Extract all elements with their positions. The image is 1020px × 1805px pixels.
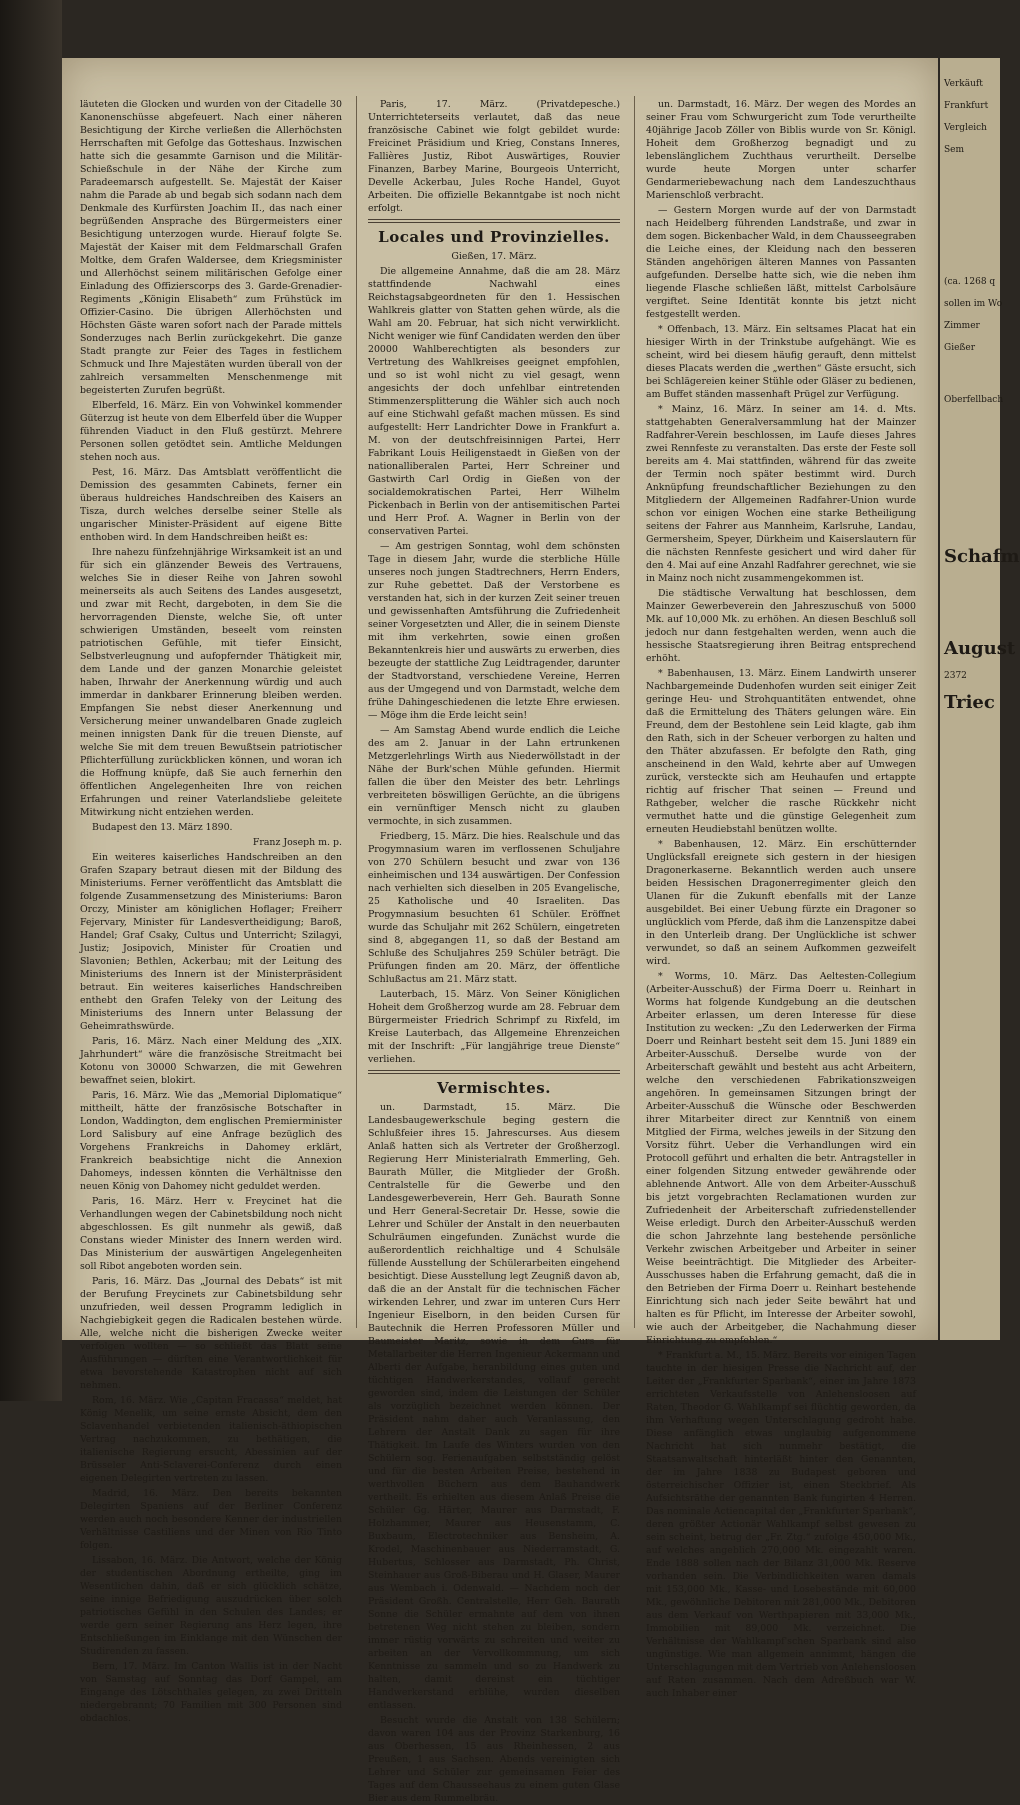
column-rule bbox=[634, 96, 635, 1328]
article-paragraph: läuteten die Glocken und wurden von der Citadelle 30 Kanonenschüsse abgefeuert. Nach einer näheren Besichtigung der Kirche verließen die Allerhöchsten Herrschaften mit Gefolge das Gotteshaus. Inzwischen hatte sich die gesammte Garnison und die Militär-Schießschule in der Nähe der Kirche zum Paradeemarsch aufgestellt. Se. Majestät der Kaiser nahm die Parade ab und begab sich sodann nach dem Denkmale des Kurfürsten Joachim II., das nach einer begrüßenden Ansprache des Bürgermeisters einer Besichtigung unterzogen wurde. Hierauf folgte Se. Majestät der Kaiser mit dem Feldmarschall Grafen Moltke, dem Grafen Waldersee, dem Kriegsminister und Allerhöchst seinem militärischen Gefolge einer Einladung des Offizierscorps des 3. Garde-Grenadier-Regiments „Königin Elisabeth“ zum Frühstück im Offizier-Casino. Die übrigen Allerhöchsten und Höchsten Gäste waren sofort nach der Parade mittels Sonderzuges nach Berlin zurückgekehrt. Die ganze Stadt prangte zur Feier des Tages in festlichem Schmuck und Ihre Majestäten wurden überall von der zahlreich versammelten Menschenmenge mit begeisterten Zurufen begrüßt. bbox=[80, 99, 342, 396]
margin-fragment: Frankfurt bbox=[944, 101, 989, 111]
article-elberfeld: Elberfeld, 16. März. Ein von Vohwinkel kommender Güterzug ist heute von dem Elberfeld über die Wupper führenden Viaduct in den Fluß gestürzt. Mehrere Personen sollen getödtet sein. Amtliche Meldungen stehen noch aus. bbox=[80, 400, 342, 463]
article-paris-3: Paris, 16. März. Herr v. Freycinet hat die Verhandlungen wegen der Cabinetsbildung noch nicht abgeschlossen. Es gilt nunmehr als gewiß, daß Constans wieder Minister des Innern werden wird. Das Ministerium der auswärtigen Angelegenheiten soll Ribot angeboten worden sein. bbox=[80, 1196, 342, 1272]
margin-fragment: Verkäuft bbox=[944, 79, 983, 89]
article-szapary: Ein weiteres kaiserliches Handschreiben an den Grafen Szapary betraut diesen mit der Bildung des Ministeriums. Ferner veröffentlicht das Amtsblatt die folgende Zusammensetzung des Ministeriums: Baron Orczy, Minister am königlichen Hoflager; Freiherr Fejervary, Minister für Landesvertheidigung; Baroß, Handel; Graf Csaky, Cultus und Unterricht; Szilagyi, Justiz; Josipovich, Minister für Croatien und Slavonien; Bethlen, Ackerbau; mit der Leitung des Ministeriums des Innern ist der Ministerpräsident betraut. Ein weiteres kaiserliches Handschreiben enthebt den Grafen Teleky von der Leitung des Ministeriums des Innern unter Belassung der Geheimrathswürde. bbox=[80, 852, 342, 1032]
section-title-misc: Vermischtes. bbox=[437, 1079, 551, 1097]
newspaper-page bbox=[62, 58, 938, 1804]
margin-fragment: Zimmer bbox=[944, 321, 980, 331]
article-paragraph: * Babenhausen, 13. März. Einem Landwirth unserer Nachbargemeinde Dudenhofen wurden seit einiger Zeit geringe Heu- und Strohquantitäten entwendet, ohne daß die Ermittelung des Thäters gelungen wäre. Ein Freund, dem der Bestohlene sein Leid klagte, gab ihm den Rath, sich in der Scheuer verborgen zu halten und den Thäter abzufassen. Er befolgte den Rath, ging anscheinend in den Wald, kehrte aber auf Umwegen zurück, versteckte sich am Heuhaufen und ertappte richtig auf frischer That seinen — Freund und Rathgeber, welcher die rasche Rückkehr nicht vermuthet hatte und die günstige Gelegenheit zum erneuten Heudiebstahl benützen wollte. bbox=[646, 668, 916, 835]
margin-fragment: Sem bbox=[944, 145, 965, 155]
section-divider bbox=[368, 219, 620, 223]
article-paragraph: * Frankfurt a. M., 15. März. Bereits vor einigen Tagen tauchte in der hiesigen Presse die Nachricht auf, der Leiter der „Frankfurter Sparbank“, einer im Jahre 1873 errichteten Verkaufsstelle von Anlehensloosen auf Raten, Theodor G. Wahlkampf sei flüchtig geworden, da ihm Verhaftung wegen Unterschlagung gedroht habe. Diese anfänglich etwas unglaubig aufgenommene Nachricht hat sich nunmehr bestätigt, die Staatsanwaltschaft hinterläßt hinter den Genannten, der im Jahre 1838 zu Budapest geboren und österreichischer Offizier ist, einen Steckbrief. Als Aufsichtsräthe der genannten Bank fungirten 4 Herren. Das nominale Actiencapital der „Frankfurter Sparbank“, deren größter Actionär Wahlkampf selbst gewesen zu sein scheint, betrug der „Fr. Ztg.“ zufolge 450,000 Mk., auf welches angeblich 270,000 Mk. eingezahlt waren. Ende 1888 sollen nach der Bilanz 31,000 Mk. Reserve vorhanden sein. Die Verbindlichkeiten waren damals mit 153,000 Mk., Kasse- und Losebestände mit 60,000 Mk., gewöhnliche Debitoren mit 281,000 Mk., Debitoren aus dem Verkauf von Werthpapieren mit 33,000 Mk., Immobilien mit 89,000 Mk. verzeichnet. Die Verhältnisse der Wahlkampf'schen Sparbank sind also ungünstige. Wie man allgemein annimmt, hängen die Unterschlagungen mit dem Vertrieb von Anlehensloosen auf Raten zusammen. Nach dem Adreßbuch war W. auch Inhaber einer bbox=[646, 1350, 916, 1699]
local-article: — Am Samstag Abend wurde endlich die Leiche des am 2. Januar in der Lahn ertrunkenen Metzgerlehrlings Wirth aus Niederwöllstadt in der Nähe der Burk'schen Mühle gefunden. Hiermit fallen die über den Meister des betr. Lehrlings verbreiteten böswilligen Gerüchte, an die übrigens ein vernünftiger Mensch nicht zu glauben vermochte, in sich zusammen. bbox=[368, 725, 620, 827]
local-article: Friedberg, 15. März. Die hies. Realschule und das Progymnasium waren im verflossenen Schuljahre von 270 Schülern besucht und zwar von 136 einheimischen und 134 auswärtigen. Der Confession nach verhielten sich dieselben in 205 Evangelische, 25 Katholische und 40 Israeliten. Das Progymnasium besuchten 61 Schüler. Eröffnet wurde das Schuljahr mit 262 Schülern, eingetreten sind 8, abgegangen 11, so daß der Bestand am Schluße des Schuljahres 259 Schüler beträgt. Die Prüfungen finden am 20. März, der öffentliche Schlußactus am 21. März statt. bbox=[368, 831, 620, 985]
article-rom: Rom, 16. März. Wie „Capitan Fracassa“ meldet, hat König Menelik, um seine ernste Absicht, dem den Sclavenhandel verbietenden italienisch-äthiopischen Vertrag nachzukommen, zu bethätigen, die italienische Regierung ersucht, Abessinien auf der Brüsseler Anti-Sclaverei-Conferenz durch einen eigenen Delegirten vertreten zu lassen. bbox=[80, 1395, 342, 1484]
margin-fragment: August bbox=[944, 638, 1016, 659]
article-paris-cabinet: Paris, 17. März. (Privatdepesche.) Unterrichteterseits verlautet, daß das neue französische Cabinet wie folgt gebildet wurde: Freicinet Präsidium und Krieg, Constans Inneres, Fallières Justiz, Ribot Auswärtiges, Rouvier Finanzen, Barbey Marine, Bourgeois Unterricht, Develle Ackerbau, Jules Roche Handel, Guyot Arbeiten. Die offizielle Bekanntgabe ist noch nicht erfolgt. bbox=[368, 99, 620, 214]
article-paragraph: * Babenhausen, 12. März. Ein erschütternder Unglücksfall ereignete sich gestern in der hiesigen Dragonerkaserne. Bekanntlich werden auch unsere beiden Hessischen Dragonerregimenter gleich den Ulanen für die Zukunft ebenfalls mit der Lanze ausgebildet. Bei einer Uebung fürzte ein Dragoner so unglücklich vom Pferde, daß ihm die Lanzenspitze dabei in den Unterleib drang. Der Unglückliche ist schwer verwundet, so daß an seinem Aufkommen gezweifelt wird. bbox=[646, 839, 916, 967]
article-paragraph: * Offenbach, 13. März. Ein seltsames Placat hat ein hiesiger Wirth in der Trinkstube aufgehängt. Wie es scheint, wird bei diesem häufig gerauft, denn mittelst dieses Placats werden die „werthen“ Gäste ersucht, sich bei Schlägereien keiner Stühle oder Gläser zu bedienen, am Buffet ständen massenhaft Prügel zur Verfügung. bbox=[646, 324, 916, 400]
margin-fragment: Triec bbox=[944, 692, 995, 713]
local-article: Lauterbach, 15. März. Von Seiner Königlichen Hoheit dem Großherzog wurde am 28. Februar dem Bürgermeister Friedrich Schrimpf zu Rixfeld, im Kreise Lauterbach, das Allgemeine Ehrenzeichen mit der Inschrift: „Für langjährige treue Dienste“ verliehen. bbox=[368, 989, 620, 1065]
margin-fragment: sollen im Wo bbox=[944, 299, 1003, 309]
column-middle bbox=[368, 98, 620, 1804]
adjacent-page-edge bbox=[940, 58, 1020, 1340]
margin-fragment: Schafm bbox=[944, 546, 1020, 567]
article-paragraph: Die städtische Verwaltung hat beschlossen, dem Mainzer Gewerbeverein den Jahreszuschuß von 5000 Mk. auf 10,000 Mk. zu erhöhen. An diesen Beschluß soll jedoch nur dann festgehalten werden, wenn auch die hessische Staatsregierung ihren Beitrag entsprechend erhöht. bbox=[646, 588, 916, 664]
article-dateline: Budapest den 13. März 1890. bbox=[92, 822, 233, 833]
misc-article: un. Darmstadt, 15. März. Die Landesbaugewerkschule beging gestern die Schlußfeier ihres 15. Jahrescurses. Aus diesem Anlaß hatten sich als Vertreter der Großherzogl. Regierung Herr Ministerialrath Emmerling, Geh. Baurath Müller, die Mitglieder der Großh. Centralstelle für die Gewerbe und den Landesgewerbeverein, Herr Geh. Baurath Sonne und Herr General-Secretair Dr. Hesse, sowie die Lehrer und Schüler der Anstalt in den neuerbauten Schulräumen eingefunden. Zunächst wurde die außerordentlich reichhaltige und 4 Schulsäle füllende Ausstellung der Schülerarbeiten eingehend besichtigt. Diese Ausstellung legt Zeugniß davon ab, daß die an der Anstalt für die technischen Fächer wirkenden Lehrer, und zwar im unteren Curs Herr Ingenieur Eiselborn, in den beiden Cursen für Bautechnik die Herren Professoren Müller und Baumeister Maritz, sowie in dem Curs für Metallarbeiter die Herren Ingenieur Ackermann und Alberti der Aufgabe, heranbildung eines guten und tüchtigen Handwerkerstandes, vollauf gerecht geworden sind, indem die Leistungen der Schüler als vorzüglich bezeichnet werden können. Der Präsident nahm daher auch Veranlassung, den Lehrern der Anstalt Dank zu sagen für ihre Thätigkeit. Im Laufe des Winters wurden von den Schülern sog. Ferienaufgaben selbstständig gelöst und für die besten Arbeiten Preise, bestehend in werthvollen Büchern aus dem Bauhandwerk vertheilt. Es erhielten aus diesem Anlaß Preise die Schüler Gg. Härter, Maurer aus Darmstadt, F. Holzhammer, Maurer aus Heusenstamm, C. Buxbaum, Electrotechniker aus Bensheim, A. Krodel, Maschinenbauer aus Niederramstadt, G. Hubertus, Schlosser aus Darmstadt, Ph. Christ, Steinhauer aus Groß-Biberau und H. Glaser, Maurer aus Wembach i. Odenwald. — Nachdem noch der Präsident Großh. Centralstelle, Herr Geh. Baurath Sonne die Schüler ermahnte auf dem von ihnen betretenen Weg nicht stehen zu bleiben, sondern immer rüstig vorwärts zu schreiten und weiter zu arbeiten an der Vervollkommnung, um sich Kenntnisse zu sammeln und so zu Handwerk zu halten, damit dereinst ein tüchtiger Handwerkerstand erblühe, wurden dieselben entlassen. bbox=[368, 1102, 620, 1711]
article-paragraph: — Gestern Morgen wurde auf der von Darmstadt nach Heidelberg führenden Landstraße, und zwar in dem sogen. Bickenbacher Wald, in dem Chausseegraben die Leiche eines, der Kleidung nach den besseren Ständen angehörigen älteren Mannes von Passanten aufgefunden. Derselbe hatte sich, wie die neben ihm liegende Flasche schließen läßt, mittelst Carbolsäure vergiftet. Seine Identität konnte bis jetzt nicht festgestellt werden. bbox=[646, 205, 916, 320]
margin-fragment: Gießer bbox=[944, 343, 976, 353]
section-divider bbox=[368, 1070, 620, 1074]
local-dateline: Gießen, 17. März. bbox=[451, 251, 537, 262]
local-article: — Am gestrigen Sonntag, wohl dem schönsten Tage in diesem Jahr, wurde die sterbliche Hülle unseres noch jungen Stadtrechners, Herrn Enders, zur Ruhe gebettet. Daß der Verstorbene es verstanden hat, sich in der kurzen Zeit seiner treuen und gewissenhaften Amtsführung die Zufriedenheit seiner Vorgesetzten und Aller, die in seinem Dienste mit ihm verkehrten, sowie einen großen Bekanntenkreis hier und auswärts zu erwerben, dies bezeugte der stattliche Zug Leidtragender, darunter der Stadtvorstand, verschiedene Vereine, Herren aus der Umgegend und von Darmstadt, welche dem frühe Dahingeschiedenen die letzte Ehre erwiesen. — Möge ihm die Erde leicht sein! bbox=[368, 541, 620, 721]
article-paragraph: * Worms, 10. März. Das Aeltesten-Collegium (Arbeiter-Ausschuß) der Firma Doerr u. Reinhart in Worms hat folgende Kundgebung an die deutschen Arbeiter erlassen, um deren Interesse für diese Institution zu wecken: „Zu den Lederwerken der Firma Doerr und Reinhart besteht seit dem 15. Juni 1889 ein Arbeiter-Ausschuß. Derselbe wurde von der Arbeiterschaft gewählt und besteht aus acht Arbeitern, welche den verschiedenen Fabrikationszweigen angehören. In gemeinsamen Sitzungen bringt der Arbeiter-Ausschuß die Wünsche oder Beschwerden ihrer Mitarbeiter direct zur Kenntniß von einem Mitglied der Firma, welches jeweils in der Sitzung den Vorsitz führt. Ueber die Verhandlungen wird ein Protocoll geführt und erhalten die betr. Antragsteller in einer folgenden Sitzung entweder gewährende oder ablehnende Antwort. Alle von dem Arbeiter-Ausschuß bis jetzt vorgebrachten Reclamationen wurden zur Zufriedenheit der Arbeiterschaft zufriedenstellender Weise erledigt. Durch den Arbeiter-Ausschuß werden die schon Jahrzehnte lang bestehende persönliche Verkehr zwischen Arbeitgeber und Arbeiter in seiner Weise beeinträchtigt. Die Mitglieder des Arbeiter-Ausschusses haben die Erfahrung gemacht, daß die in den Betrieben der Firma Doerr u. Reinhart bestehende Einrichtung sich nach jeder Seite bewährt hat und halten es für Pflicht, im Interesse der Arbeiter sowohl, wie auch der Arbeitgeber, die Nachahmung dieser Einrichtung zu empfehlen.“ bbox=[646, 971, 916, 1346]
article-paragraph: * Mainz, 16. März. In seiner am 14. d. Mts. stattgehabten Generalversammlung hat der Mainzer Radfahrer-Verein beschlossen, im Laufe dieses Jahres zwei Rennfeste zu veranstalten. Das erste der Feste soll bereits am 4. Mai stattfinden, während für das zweite der Termin noch später bestimmt wird. Durch Anknüpfung freundschaftlicher Beziehungen zu den Mitgliedern der Allgemeinen Radfahrer-Union wurde schon vor einigen Wochen eine starke Betheiligung seitens der Fahrer aus Mannheim, Karlsruhe, Landau, Germersheim, Speyer, Dürkheim und Kaiserslautern für die nächsten Rennfeste gesichert und wird daher für den 4. Mai auf eine Anzahl Radfahrer gerechnet, wie sie in Mainz noch nicht zusammengekommen ist. bbox=[646, 404, 916, 584]
book-spine bbox=[0, 0, 62, 1401]
article-bern: Bern, 17. März. Im Canton Wallis ist in der Nacht von Samstag auf Sonntag das Dorf Gampel, am Eingange des Lötschthales gelegen, zu zwei Dritteln niedergebrannt; 70 Familien mit 300 Personen sind obdachlos. bbox=[80, 1661, 342, 1724]
article-quote: Ihre nahezu fünfzehnjährige Wirksamkeit ist an und für sich ein glänzender Beweis des Vertrauens, welches Sie in dieser Reihe von Jahren sowohl meinerseits als auch Seitens des Landes ausgesetzt, und zwar mit Recht, dargeboten, in dem Sie die hervorragenden Dienste, welche Sie, oft unter schwierigen Umständen, beseelt vom reinsten patriotischen Gefühle, mit tiefer Einsicht, Selbstverleugnung und aufopfernder Thätigkeit mir, dem Lande und der ganzen Monarchie geleistet haben, Ihrwahr der Anerkennung würdig und auch immerdar in dankbarer Erinnerung bleiben werden. Empfangen Sie nebst dieser Anerkennung und Versicherung meiner unwandelbaren Gnade zugleich meinen innigsten Dank für die treuen Dienste, auf welche Sie mit dem treuen Bewußtsein patriotischer Pflichterfüllung zurückblicken können, und woran ich die Hoffnung knüpfe, daß Sie auch fernerhin den öffentlichen Angelegenheiten Ihre von reichen Erfahrungen und reiner Vaterlandsliebe geleitete Mitwirkung nicht entziehen werden. bbox=[80, 547, 342, 818]
section-title-local: Locales und Provinzielles. bbox=[378, 228, 610, 246]
margin-fragment: 2372 bbox=[944, 671, 967, 681]
article-paris-2: Paris, 16. März. Wie das „Memorial Diplomatique“ mittheilt, hätte der französische Botschafter in London, Waddington, dem englischen Premierminister Lord Salisbury auf eine Anfrage bezüglich des Vorgehens Frankreichs in Dahomey erklärt, Frankreich beabsichtige nicht die Annexion Dahomeys, indessen könnten die Verhältnisse den neuen König von Dahomey nicht geduldet werden. bbox=[80, 1090, 342, 1192]
article-pest: Pest, 16. März. Das Amtsblatt veröffentlicht die Demission des gesammten Cabinets, ferner ein überaus huldreiches Handschreiben des Kaisers an Tisza, durch welches derselbe seiner Stelle als ungarischer Minister-Präsident auf eigene Bitte enthoben wird. In dem Handschreiben heißt es: bbox=[80, 467, 342, 543]
column-right bbox=[646, 98, 916, 1699]
article-lissabon: Lissabon, 16. März. Die Antwort, welche der König der studentischen Abordnung ertheilte, ging im Wesentlichen dahin, daß er sich glücklich schätze, seine innige Befriedigung auszudrücken über solch patriotisches Gefühl in den Schulen des Landes; er werde gern seiner Regierung ans Herz legen, ihre Entschließungen im Einklange mit den Wünschen der Studirenden zu fassen. bbox=[80, 1555, 342, 1657]
margin-fragment: (ca. 1268 q bbox=[944, 277, 996, 287]
misc-article: Besucht wurde die Anstalt von 138 Schülern; davon waren 104 aus der Provinz Starkenburg, 16 aus Oberhessen, 15 aus Rheinhessen, 2 aus Preußen, 1 aus Sachsen. Abends vereinigten sich Lehrer und Schüler zur gemeinsamen Feier des Tages auf dem Chausseehaus zu einem guten Glase Bier aus dem Rummelbräu. bbox=[368, 1715, 620, 1804]
margin-fragment: Vergleich bbox=[944, 123, 987, 133]
article-madrid: Madrid, 16. März. Den bereits bekannten Delegirten Spaniens auf der Berliner Conferenz werden auch noch besondere Kenner der industriellen Verhältnisse Castiliens und der Minen von Rio Tinto folgen. bbox=[80, 1488, 342, 1551]
column-rule bbox=[356, 96, 357, 1328]
margin-fragment: Oberfellbach bbox=[944, 395, 1004, 405]
local-article: Die allgemeine Annahme, daß die am 28. März stattfindende Nachwahl eines Reichstagsabgeordneten für den 1. Hessischen Wahlkreis glatter von Statten gehen würde, als die Wahl am 20. Februar, hat sich nicht verwirklicht. Nicht weniger wie fünf Candidaten werden den über 20000 Wahlberechtigten als besonders zur Vertretung des Wahlkreises geeignet empfohlen, und so ist wohl nicht zu viel gesagt, wenn angesichts der doch unfehlbar eintretenden Stimmenzersplitterung die Wähler sich auch noch auf eine Stichwahl gefaßt machen müssen. Es sind aufgestellt: Herr Landrichter Dowe in Frankfurt a. M. von der deutschfreisinnigen Partei, Herr Fabrikant Louis Heiligenstaedt in Gießen von der nationalliberalen Partei, Herr Schreiner und Gastwirth Carl Ordig in Gießen von der socialdemokratischen Partei, Herr Wilhelm Pickenbach in Berlin von der antisemitischen Partei und Herr Prof. A. Wagner in Berlin von der conservativen Partei. bbox=[368, 266, 620, 537]
column-left bbox=[80, 98, 342, 1724]
article-paris-4: Paris, 16. März. Das „Journal des Debats“ ist mit der Berufung Freycinets zur Cabinetsbildung sehr unzufrieden, weil dessen Programm lediglich in Nachgiebigkeit gegen die Radicalen bestehen würde. Alle, welche nicht die bisherigen Zwecke weiter verfolgen wollten — so schließt das Blatt seine Ausführungen — dürften eine Verantwortlichkeit für etwa bevorstehende Katastrophen nicht auf sich nehmen. bbox=[80, 1276, 342, 1391]
article-signature: Franz Joseph m. p. bbox=[252, 837, 342, 848]
article-paragraph: un. Darmstadt, 16. März. Der wegen des Mordes an seiner Frau vom Schwurgericht zum Tode verurtheilte 40jährige Jacob Zöller von Biblis wurde von Sr. Königl. Hoheit dem Großherzog begnadigt und zu lebenslänglichem Zuchthaus verurtheilt. Derselbe wurde heute Morgen unter scharfer Gendarmeriebewachung nach dem Landeszuchthaus Marienschloß verbracht. bbox=[646, 99, 916, 201]
article-paris-1: Paris, 16. März. Nach einer Meldung des „XIX. Jahrhundert“ wäre die französische Streitmacht bei Kotonu von 30000 Schwarzen, die mit Gewehren bewaffnet seien, blokirt. bbox=[80, 1036, 342, 1086]
